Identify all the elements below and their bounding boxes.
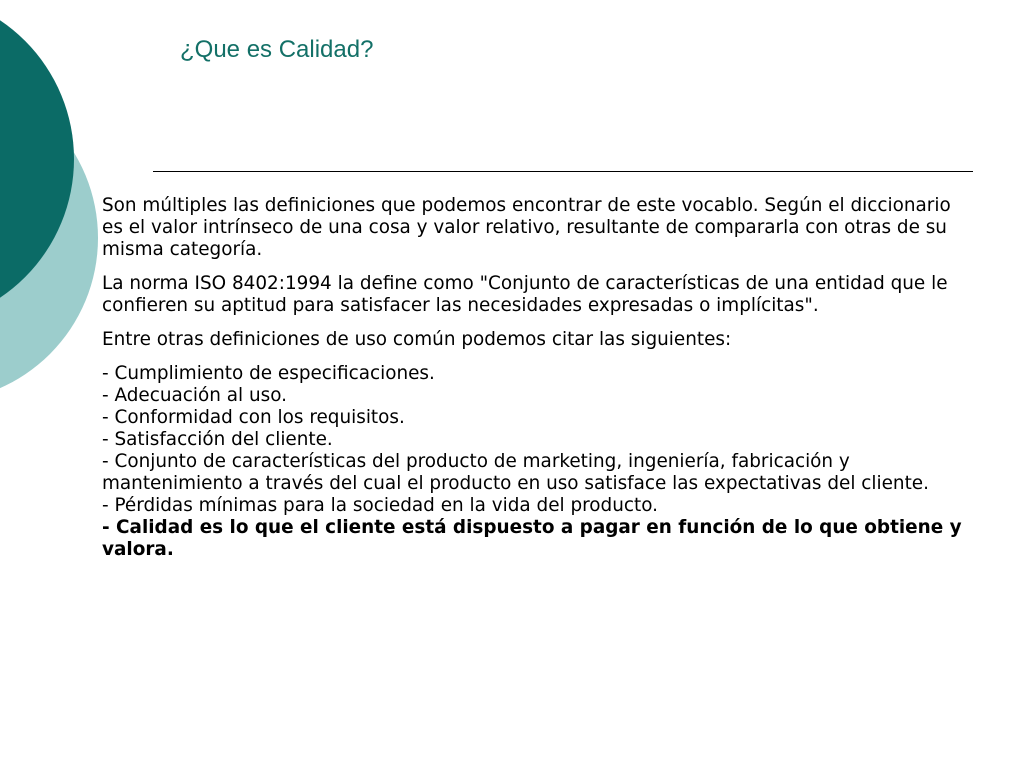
definition-item: - Conjunto de características del producto de marketing, ingeniería, fabricación y mantenimiento a través del cual el producto en uso satisface las expectativas del cliente. [102, 451, 929, 494]
definition-item-highlight: - Calidad es lo que el cliente está dispuesto a pagar en función de lo que obtiene y valora. [102, 517, 962, 560]
slide-title: ¿Que es Calidad? [180, 36, 374, 63]
definition-item: - Pérdidas mínimas para la sociedad en la vida del producto. [102, 495, 658, 516]
definition-item: - Adecuación al uso. [102, 385, 287, 406]
definition-item: - Cumplimiento de especificaciones. [102, 363, 435, 384]
title-divider [153, 171, 973, 172]
paragraph-iso-norm: La norma ISO 8402:1994 la define como "Conjunto de características de una entidad que le confieren su aptitud para satisfacer las necesidades expresadas o implícitas". [102, 273, 948, 316]
slide-body [102, 195, 964, 561]
definition-item: - Satisfacción del cliente. [102, 429, 333, 450]
definition-item: - Conformidad con los requisitos. [102, 407, 405, 428]
paragraph-definition: Son múltiples las definiciones que podemos encontrar de este vocablo. Según el diccionario es el valor intrínseco de una cosa y valor relativo, resultante de compararla con otras de su misma categoría. [102, 195, 951, 260]
paragraph-intro-list: Entre otras definiciones de uso común podemos citar las siguientes: [102, 329, 732, 350]
definitions-list [102, 363, 964, 561]
